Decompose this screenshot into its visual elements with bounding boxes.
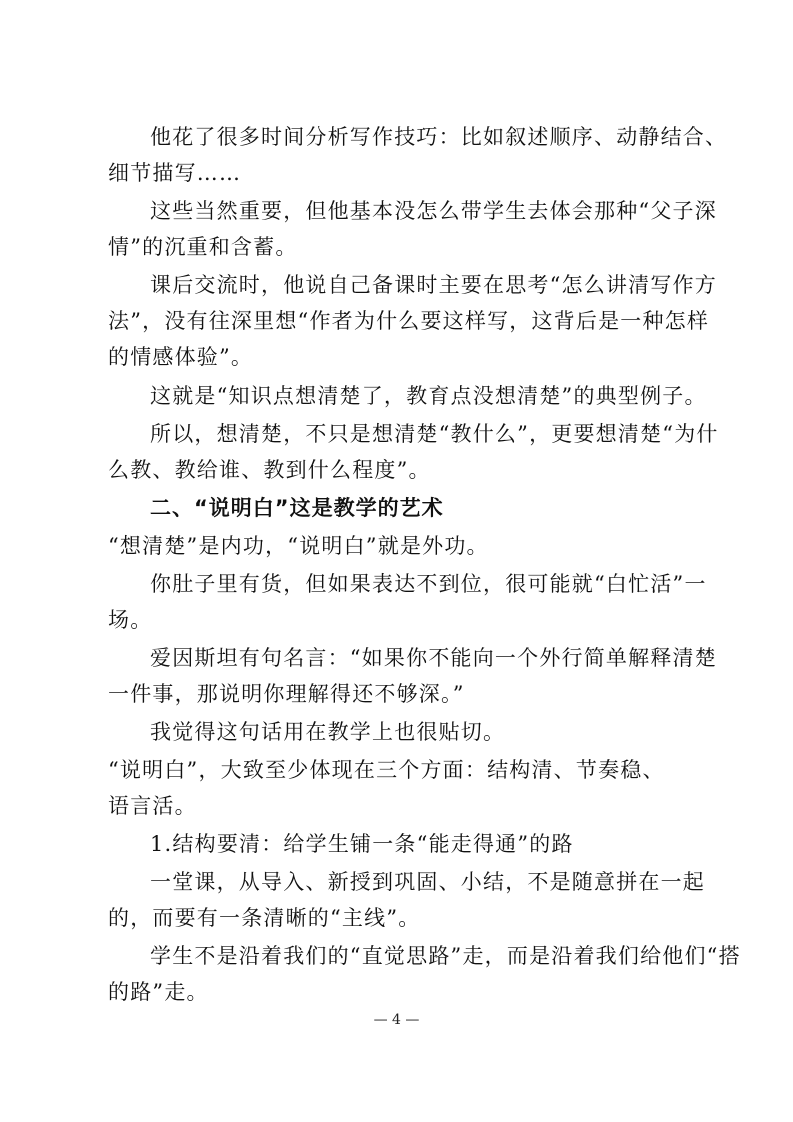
paragraph-line: 语言活。 bbox=[108, 794, 197, 818]
paragraph-line: 他花了很多时间分析写作技巧：比如叙述顺序、动静结合、 bbox=[150, 125, 728, 149]
paragraph-line: 场。 bbox=[108, 608, 153, 632]
paragraph-line: 法”，没有往深里想“作者为什么要这样写，这背后是一种怎样 bbox=[108, 309, 710, 333]
paragraph-line: 这些当然重要，但他基本没怎么带学生去体会那种“父子深 bbox=[150, 199, 717, 223]
paragraph-line: 我觉得这句话用在教学上也很贴切。 bbox=[150, 720, 506, 744]
paragraph-line: 这就是“知识点想清楚了，教育点没想清楚”的典型例子。 bbox=[150, 384, 707, 408]
paragraph-line: 的情感体验”。 bbox=[108, 345, 254, 369]
paragraph-line: 学生不是沿着我们的“直觉思路”走，而是沿着我们给他们“搭 bbox=[150, 944, 741, 968]
paragraph-line: 的，而要有一条清晰的“主线”。 bbox=[108, 906, 421, 930]
paragraph-line: 的路”走。 bbox=[108, 980, 209, 1004]
section-heading: 二、“说明白”这是教学的艺术 bbox=[150, 496, 444, 520]
paragraph-line: 一件事，那说明你理解得还不够深。” bbox=[108, 682, 465, 706]
paragraph-line: “想清楚”是内功，“说明白”就是外功。 bbox=[108, 534, 489, 558]
paragraph-line: 所以，想清楚，不只是想清楚“教什么”，更要想清楚“为什 bbox=[150, 422, 719, 446]
subsection-heading: 1.结构要清：给学生铺一条“能走得通”的路 bbox=[150, 832, 574, 856]
paragraph-line: 一堂课，从导入、新授到巩固、小结，不是随意拼在一起 bbox=[150, 870, 705, 894]
paragraph-line: “说明白”，大致至少体现在三个方面：结构清、节奏稳、 bbox=[108, 758, 665, 782]
page-number: — 4 — bbox=[373, 1012, 420, 1028]
paragraph-line: 么教、教给谁、教到什么程度”。 bbox=[108, 458, 431, 482]
paragraph-line: 课后交流时，他说自己备课时主要在思考“怎么讲清写作方 bbox=[150, 273, 717, 297]
paragraph-line: 你肚子里有货，但如果表达不到位，很可能就“白忙活”一 bbox=[150, 572, 707, 596]
paragraph-line: 爱因斯坦有句名言：“如果你不能向一个外行简单解释清楚 bbox=[150, 646, 717, 670]
paragraph-line: 细节描写…… bbox=[108, 161, 242, 185]
paragraph-line: 情”的沉重和含蓄。 bbox=[108, 235, 298, 259]
